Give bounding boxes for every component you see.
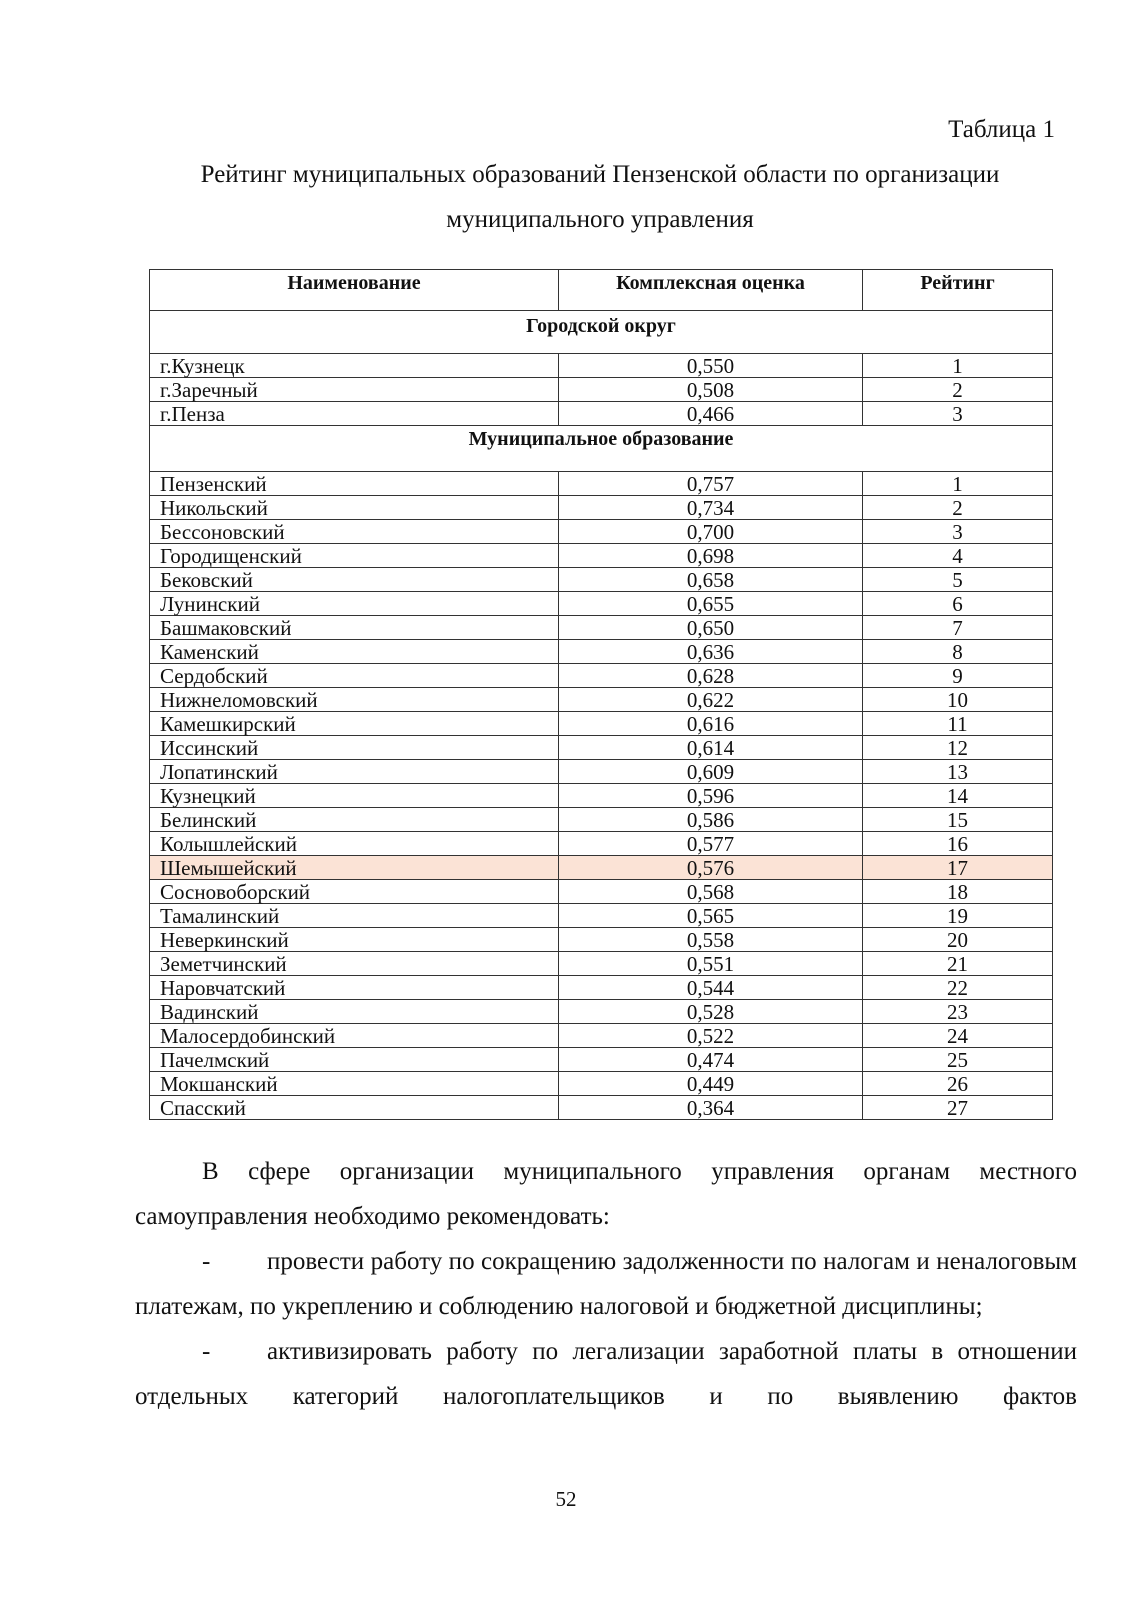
table-row xyxy=(150,1024,1053,1048)
table-label: Таблица 1 xyxy=(948,116,1055,143)
table-row xyxy=(150,1096,1053,1120)
cell-rank: 15 xyxy=(863,808,1053,832)
table-row xyxy=(150,904,1053,928)
cell-score: 0,616 xyxy=(559,712,863,736)
cell-rank: 14 xyxy=(863,784,1053,808)
cell-score: 0,577 xyxy=(559,832,863,856)
cell-score: 0,565 xyxy=(559,904,863,928)
cell-name: Лунинский xyxy=(150,592,559,616)
cell-name: Башмаковский xyxy=(150,616,559,640)
cell-name: г.Пенза xyxy=(150,402,559,426)
cell-name: Никольский xyxy=(150,496,559,520)
cell-score: 0,449 xyxy=(559,1072,863,1096)
recommendation-item xyxy=(135,1239,1077,1329)
cell-rank: 17 xyxy=(863,856,1053,880)
cell-name: Пачелмский xyxy=(150,1048,559,1072)
cell-name: Земетчинский xyxy=(150,952,559,976)
table-row xyxy=(150,808,1053,832)
cell-score: 0,522 xyxy=(559,1024,863,1048)
table-row xyxy=(150,1048,1053,1072)
table-row xyxy=(150,832,1053,856)
cell-score: 0,757 xyxy=(559,472,863,496)
table-row xyxy=(150,1072,1053,1096)
cell-name: Лопатинский xyxy=(150,760,559,784)
cell-score: 0,614 xyxy=(559,736,863,760)
table-row xyxy=(150,616,1053,640)
cell-rank: 2 xyxy=(863,378,1053,402)
table-row xyxy=(150,592,1053,616)
table-caption-line-2: муниципального управления xyxy=(446,206,754,233)
cell-rank: 10 xyxy=(863,688,1053,712)
cell-rank: 11 xyxy=(863,712,1053,736)
cell-name: Камешкирский xyxy=(150,712,559,736)
cell-rank: 1 xyxy=(863,354,1053,378)
cell-rank: 1 xyxy=(863,472,1053,496)
cell-name: Шемышейский xyxy=(150,856,559,880)
cell-name: Пензенский xyxy=(150,472,559,496)
cell-name: Городищенский xyxy=(150,544,559,568)
table-row xyxy=(150,928,1053,952)
group-title: Городской округ xyxy=(150,311,1053,354)
cell-score: 0,551 xyxy=(559,952,863,976)
cell-name: Бессоновский xyxy=(150,520,559,544)
cell-rank: 20 xyxy=(863,928,1053,952)
cell-score: 0,700 xyxy=(559,520,863,544)
cell-name: Неверкинский xyxy=(150,928,559,952)
recommendation-text: провести работу по сокращению задолженности по налогам и неналоговым платежам, по укреплению и соблюдению налоговой и бюджетной дисциплины; xyxy=(135,1248,1077,1320)
table-body xyxy=(150,311,1053,1120)
cell-score: 0,508 xyxy=(559,378,863,402)
table-row xyxy=(150,378,1053,402)
table-row xyxy=(150,544,1053,568)
cell-rank: 9 xyxy=(863,664,1053,688)
cell-rank: 16 xyxy=(863,832,1053,856)
cell-score: 0,466 xyxy=(559,402,863,426)
cell-rank: 22 xyxy=(863,976,1053,1000)
cell-rank: 25 xyxy=(863,1048,1053,1072)
cell-score: 0,364 xyxy=(559,1096,863,1120)
cell-name: Колышлейский xyxy=(150,832,559,856)
cell-score: 0,622 xyxy=(559,688,863,712)
cell-score: 0,568 xyxy=(559,880,863,904)
cell-score: 0,474 xyxy=(559,1048,863,1072)
table-row xyxy=(150,784,1053,808)
cell-score: 0,698 xyxy=(559,544,863,568)
group-header-row xyxy=(150,311,1053,354)
cell-name: Сердобский xyxy=(150,664,559,688)
cell-score: 0,609 xyxy=(559,760,863,784)
cell-rank: 13 xyxy=(863,760,1053,784)
column-header-rank: Рейтинг xyxy=(863,270,1053,311)
table-row xyxy=(150,712,1053,736)
body-text xyxy=(135,1149,1077,1419)
table-row xyxy=(150,402,1053,426)
table-header-row xyxy=(150,270,1053,311)
column-header-score: Комплексная оценка xyxy=(559,270,863,311)
cell-score: 0,558 xyxy=(559,928,863,952)
recommendation-text: активизировать работу по легализации заработной платы в отношении отдельных категорий налогоплательщиков и по выявлению фактов xyxy=(135,1338,1077,1410)
table-row xyxy=(150,736,1053,760)
group-title: Муниципальное образование xyxy=(150,426,1053,472)
cell-score: 0,655 xyxy=(559,592,863,616)
cell-name: г.Заречный xyxy=(150,378,559,402)
cell-score: 0,636 xyxy=(559,640,863,664)
table-row xyxy=(150,760,1053,784)
cell-score: 0,576 xyxy=(559,856,863,880)
cell-rank: 2 xyxy=(863,496,1053,520)
cell-name: Нижнеломовский xyxy=(150,688,559,712)
cell-score: 0,550 xyxy=(559,354,863,378)
cell-score: 0,528 xyxy=(559,1000,863,1024)
cell-score: 0,734 xyxy=(559,496,863,520)
cell-rank: 5 xyxy=(863,568,1053,592)
bullet-marker: - xyxy=(202,1248,211,1275)
bullet-marker: - xyxy=(202,1338,211,1365)
cell-name: Спасский xyxy=(150,1096,559,1120)
cell-name: Белинский xyxy=(150,808,559,832)
cell-rank: 18 xyxy=(863,880,1053,904)
cell-score: 0,544 xyxy=(559,976,863,1000)
intro-paragraph: В сфере организации муниципального управления органам местного самоуправления необходимо рекомендовать: xyxy=(135,1158,1077,1230)
table-row xyxy=(150,496,1053,520)
cell-name: Тамалинский xyxy=(150,904,559,928)
cell-rank: 21 xyxy=(863,952,1053,976)
cell-rank: 23 xyxy=(863,1000,1053,1024)
rating-table xyxy=(149,269,1053,1120)
table-row xyxy=(150,880,1053,904)
table-row xyxy=(150,664,1053,688)
cell-rank: 26 xyxy=(863,1072,1053,1096)
cell-name: Наровчатский xyxy=(150,976,559,1000)
table-row xyxy=(150,472,1053,496)
cell-rank: 6 xyxy=(863,592,1053,616)
table-caption-line-1: Рейтинг муниципальных образований Пензенской области по организации xyxy=(200,161,1000,188)
cell-score: 0,628 xyxy=(559,664,863,688)
cell-score: 0,596 xyxy=(559,784,863,808)
cell-name: Бековский xyxy=(150,568,559,592)
cell-score: 0,586 xyxy=(559,808,863,832)
cell-rank: 7 xyxy=(863,616,1053,640)
table-row xyxy=(150,952,1053,976)
table-row xyxy=(150,1000,1053,1024)
cell-rank: 3 xyxy=(863,402,1053,426)
column-header-name: Наименование xyxy=(150,270,559,311)
page-number: 52 xyxy=(555,1487,577,1511)
group-header-row xyxy=(150,426,1053,472)
cell-name: Сосновоборский xyxy=(150,880,559,904)
table-row xyxy=(150,568,1053,592)
cell-name: Вадинский xyxy=(150,1000,559,1024)
cell-name: г.Кузнецк xyxy=(150,354,559,378)
cell-rank: 19 xyxy=(863,904,1053,928)
cell-name: Каменский xyxy=(150,640,559,664)
cell-rank: 8 xyxy=(863,640,1053,664)
cell-rank: 3 xyxy=(863,520,1053,544)
cell-name: Иссинский xyxy=(150,736,559,760)
recommendation-item xyxy=(135,1329,1077,1419)
cell-score: 0,658 xyxy=(559,568,863,592)
table-row xyxy=(150,688,1053,712)
cell-rank: 4 xyxy=(863,544,1053,568)
cell-name: Малосердобинский xyxy=(150,1024,559,1048)
table-row xyxy=(150,856,1053,880)
cell-name: Мокшанский xyxy=(150,1072,559,1096)
cell-rank: 24 xyxy=(863,1024,1053,1048)
cell-rank: 27 xyxy=(863,1096,1053,1120)
table-row xyxy=(150,520,1053,544)
table-row xyxy=(150,354,1053,378)
cell-score: 0,650 xyxy=(559,616,863,640)
table-row xyxy=(150,640,1053,664)
cell-name: Кузнецкий xyxy=(150,784,559,808)
cell-rank: 12 xyxy=(863,736,1053,760)
table-row xyxy=(150,976,1053,1000)
